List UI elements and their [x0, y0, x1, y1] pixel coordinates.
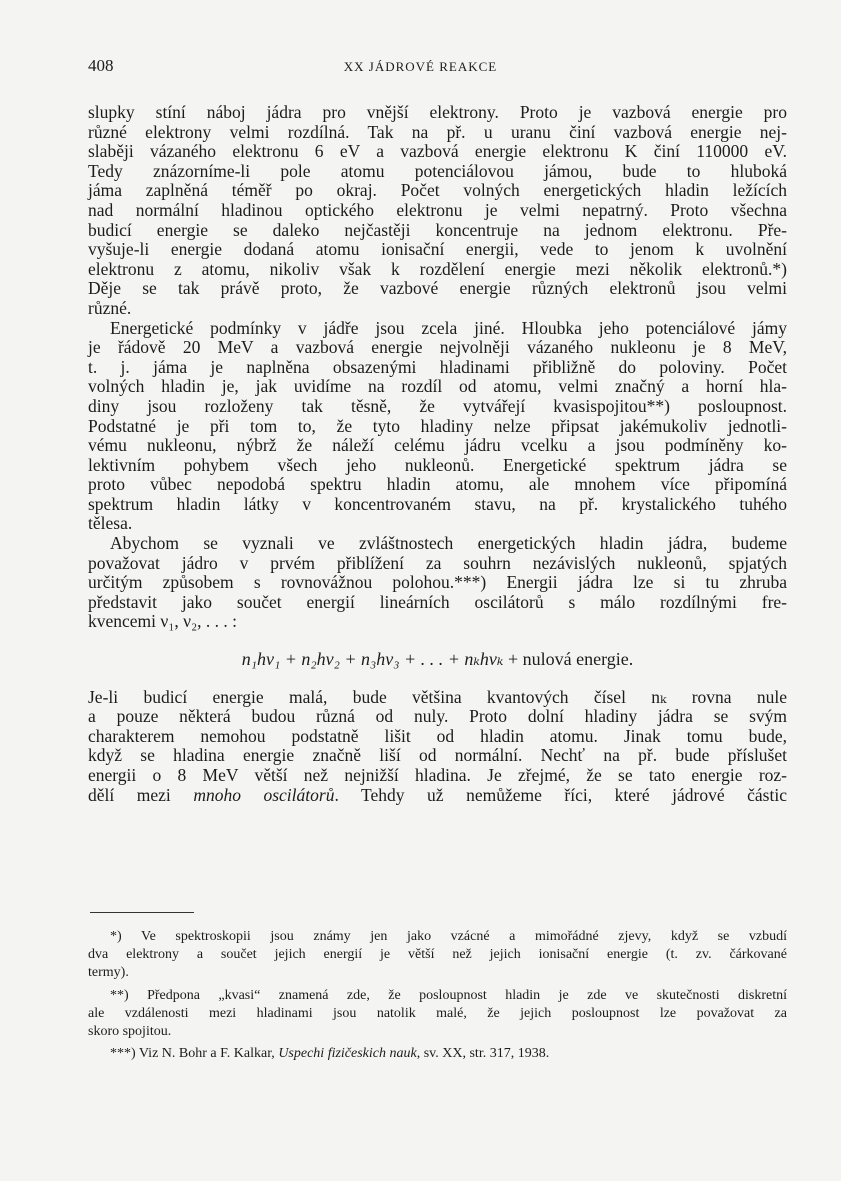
- text-line: kvencemi ν₁, ν₂, . . . :: [88, 611, 238, 632]
- text-line: různé elektrony velmi rozdílná. Tak na př. u uranu činí vazbová energie nej-: [88, 121, 787, 142]
- text-line: spektrum hladin látky v koncentrovaném stavu, na př. krystalického tuhého: [88, 493, 787, 514]
- footnote-2: [88, 987, 787, 1042]
- text-line: slaběji vázaného elektronu 6 eV a vazbová energie elektronu K činí 110000 eV.: [88, 141, 787, 162]
- text-line: charakterem nemohou podstatně lišit od hladin atomu. Jinak tomu bude,: [88, 725, 787, 746]
- text-line: považovat jádro v prvém přiblížení za souhrn nezávislých nukleonů, spjatých: [88, 552, 787, 573]
- body-text: [88, 103, 787, 805]
- paragraphs: [88, 103, 787, 632]
- paragraph-after-equation: [88, 688, 787, 786]
- paragraph: [88, 319, 787, 535]
- text-line: t. j. jáma je naplněna obsazenými hladinami přibližně do poloviny. Počet: [88, 356, 787, 377]
- text-line: představit jako součet energií lineárních oscilátorů s málo rozdílnými fre-: [88, 591, 787, 612]
- text-line: různé.: [88, 297, 132, 318]
- text-line: Tedy znázorníme-li pole atomu potenciálovou jámou, bude to hluboká: [88, 160, 787, 181]
- text-line: skoro spojitou.: [88, 1023, 172, 1039]
- equation-expression: n₁hν₁ + n₂hν₂ + n₃hν₃ + . . . + nₖhνₖ: [241, 649, 504, 670]
- text-line: proto vůbec nepodobá spektru hladin atomu, ale mnohem více připomíná: [88, 474, 787, 495]
- text-line: ale vzdálenosti mezi hladinami jsou natolik malé, že jejich posloupnost lze považovat za: [88, 1005, 787, 1021]
- footnotes: [88, 928, 787, 1063]
- page-number: 408: [88, 56, 114, 75]
- footnote-rule: [90, 912, 194, 913]
- text-line: volných hladin je, jak uvidíme na rozdíl od atomu, velmi značný a horní hla-: [88, 376, 787, 397]
- text-line: lektivním pohybem všech jeho nukleonů. Energetické spektrum jádra se: [88, 454, 787, 475]
- text-line: budicí energie se daleko nejčastěji koncentruje na jednom elektronu. Pře-: [88, 219, 787, 240]
- text-line: energii o 8 MeV větší než nejnižší hladina. Je zřejmé, že se tato energie roz-: [88, 765, 787, 785]
- text-line: dva elektrony a součet jejich energií je větší než jejich ionisační energie (t. zv. čárkované: [88, 947, 787, 963]
- text-line: [88, 786, 787, 806]
- footnote-1: [88, 928, 787, 983]
- equation: [88, 650, 787, 670]
- paragraph: [88, 534, 787, 632]
- text-line: Podstatné je při tom to, že tyto hladiny nelze připsat jakémukoliv jednotli-: [88, 415, 787, 436]
- emphasis: mnoho oscilátorů: [193, 784, 335, 805]
- journal-title: Uspechi fizičeskich nauk: [278, 1046, 417, 1062]
- text-line: vyšuje-li energie dodaná atomu ionisační energii, vede to jenom k uvolnění: [88, 239, 787, 260]
- text-fragment: dělí mezi: [88, 784, 194, 805]
- text-line: Je-li budicí energie malá, bude většina kvantových čísel nₖ rovna nule: [88, 686, 787, 707]
- text-line: nad normální hladinou optického elektronu je velmi nepatrný. Proto všechna: [88, 199, 787, 220]
- footnote-3: [88, 1045, 787, 1063]
- text-line: **) Předpona „kvasi“ znamená zde, že posloupnost hladin je zde ve skutečnosti diskretní: [110, 987, 787, 1003]
- text-line: elektronu z atomu, nikoliv však k rozdělení energie mezi několik elektronů.*): [88, 258, 787, 279]
- text-line: Abychom se vyznali ve zvláštnostech energetických hladin jádra, budeme: [110, 533, 787, 554]
- equation-tail: + nulová energie.: [507, 649, 634, 670]
- text-line: a pouze některá budou různá od nuly. Proto dolní hladiny jádra se svým: [88, 706, 787, 727]
- paragraph: [88, 103, 787, 319]
- footnote-list: [88, 928, 787, 1041]
- running-title: XX JÁDROVÉ REAKCE: [343, 59, 498, 74]
- text-line: jáma zaplněná téměř po okraj. Počet volných energetických hladin ležících: [88, 180, 787, 201]
- text-line: *) Ve spektroskopii jsou známy jen jako vzácné a mimořádné zjevy, když se vzbudí: [110, 929, 787, 944]
- text-line: vému nukleonu, nýbrž že náleží celému jádru vcelku a jsou podmíněny ko-: [88, 435, 787, 456]
- text-fragment: . Tehdy už nemůžeme říci, které jádrové částic: [334, 784, 787, 805]
- text-line: diny jsou rozloženy tak těsně, že vytvářejí kvasispojitou**) posloupnost.: [88, 395, 787, 416]
- text-fragment: ***) Viz N. Bohr a F. Kalkar,: [110, 1046, 279, 1062]
- text-fragment: , sv. XX, str. 317, 1938.: [416, 1046, 550, 1062]
- text-line: Energetické podmínky v jádře jsou zcela jiné. Hloubka jeho potenciálové jámy: [110, 317, 787, 338]
- text-line: určitým způsobem s rovnovážnou polohou.***) Energii jádra lze si tu zhruba: [88, 572, 787, 593]
- text-line: tělesa.: [88, 513, 133, 534]
- text-line: slupky stíní náboj jádra pro vnější elektrony. Proto je vazbová energie pro: [88, 102, 787, 122]
- text-line: je řádově 20 MeV a vazbová energie nejvolněji vázaného nukleonu je 8 MeV,: [88, 337, 787, 358]
- text-line: termy).: [88, 965, 129, 981]
- text-line: když se hladina energie značně liší od normální. Nechť na př. bude příslušet: [88, 745, 787, 766]
- text-line: Děje se tak právě proto, že vazbové energie různých elektronů jsou velmi: [88, 278, 787, 299]
